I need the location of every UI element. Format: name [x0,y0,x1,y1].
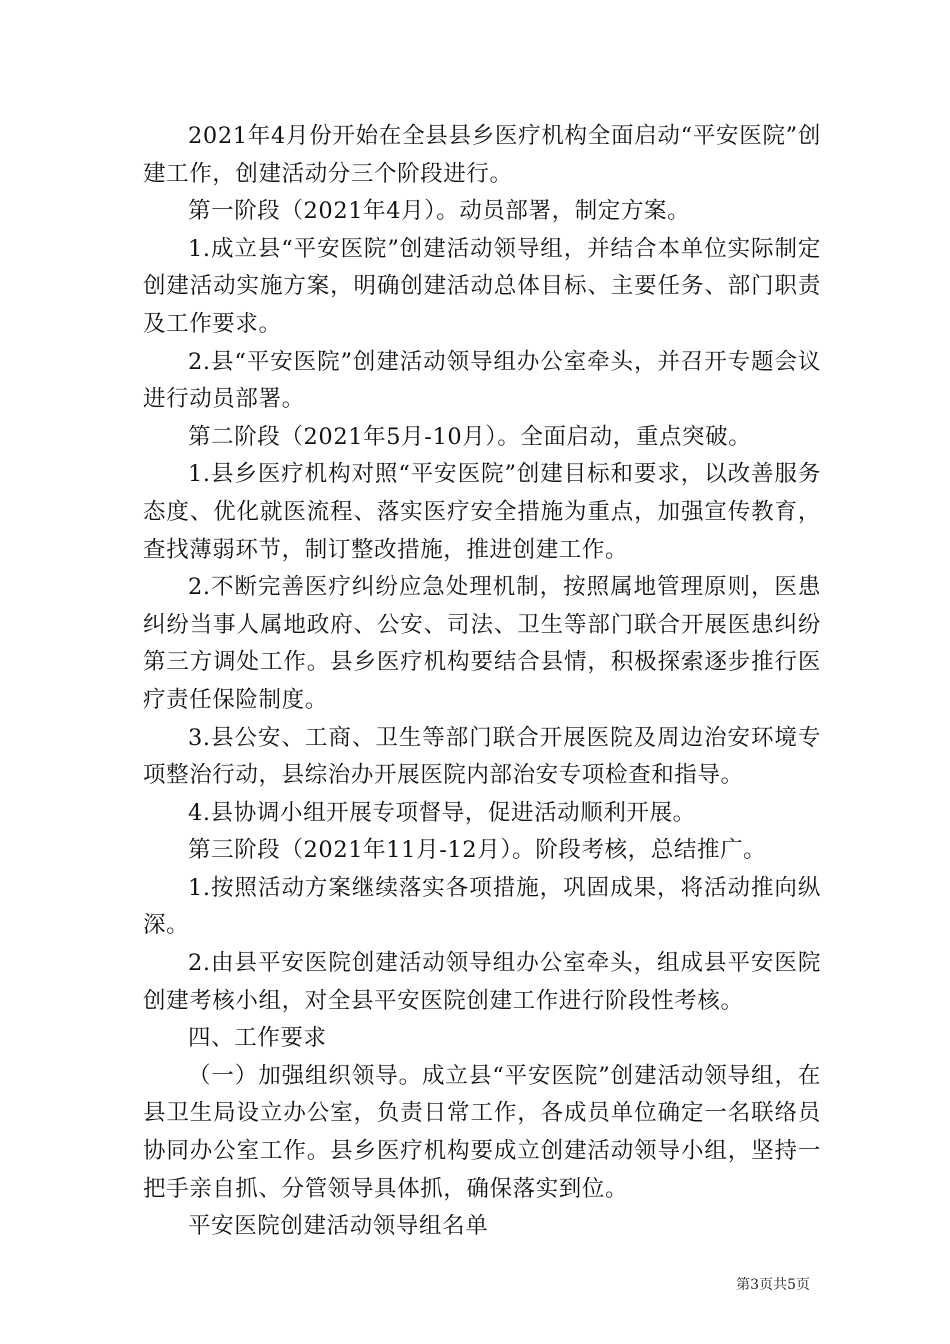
paragraph: 第二阶段（2021年5月-10月）。全面启动，重点突破。 [188,423,752,450]
paragraph: 第一阶段（2021年4月）。动员部署，制定方案。 [188,198,691,225]
section-heading: 四、工作要求 [188,1025,327,1052]
paragraph: 第三阶段（2021年11月-12月）。阶段考核，总结推广。 [188,837,767,864]
paragraph: 2.县“平安医院”创建活动领导组办公室牵头，并召开专题会议进行动员部署。 [143,348,821,413]
paragraph: 2021年4月份开始在全县县乡医疗机构全面启动“平安医院”创建工作，创建活动分三个阶段进行。 [143,123,821,187]
paragraph: 1.县乡医疗机构对照“平安医院”创建目标和要求，以改善服务态度、优化就医流程、落实医疗安全措施为重点，加强宣传教育，查找薄弱环节，制订整改措施，推进创建工作。 [143,461,821,563]
paragraph: 1.按照活动方案继续落实各项措施，巩固成果，将活动推向纵深。 [143,874,821,939]
paragraph: 1.成立县“平安医院”创建活动领导组，并结合本单位实际制定创建活动实施方案，明确创建活动总体目标、主要任务、部门职责及工作要求。 [143,235,821,337]
paragraph: 平安医院创建活动领导组名单 [188,1213,489,1240]
paragraph: 2.不断完善医疗纠纷应急处理机制，按照属地管理原则，医患纠纷当事人属地政府、公安、司法、卫生等部门联合开展医患纠纷第三方调处工作。县乡医疗机构要结合县情，积极探索逐步推行医疗责任保险制度。 [143,574,821,713]
paragraph: 4.县协调小组开展专项督导，促进活动顺利开展。 [188,799,696,826]
document-body [143,118,821,1246]
page-number: 第3页共5页 [736,1277,810,1293]
paragraph: 2.由县平安医院创建活动领导组办公室牵头，组成县平安医院创建考核小组，对全县平安医院创建工作进行阶段性考核。 [143,950,821,1014]
paragraph: 3.县公安、工商、卫生等部门联合开展医院及周边治安环境专项整治行动，县综治办开展医院内部治安专项检查和指导。 [143,724,821,789]
paragraph: （一）加强组织领导。成立县“平安医院”创建活动领导组，在县卫生局设立办公室，负责日常工作，各成员单位确定一名联络员协同办公室工作。县乡医疗机构要成立创建活动领导小组，坚持一把手亲自抓、分管领导具体抓，确保落实到位。 [143,1062,821,1202]
